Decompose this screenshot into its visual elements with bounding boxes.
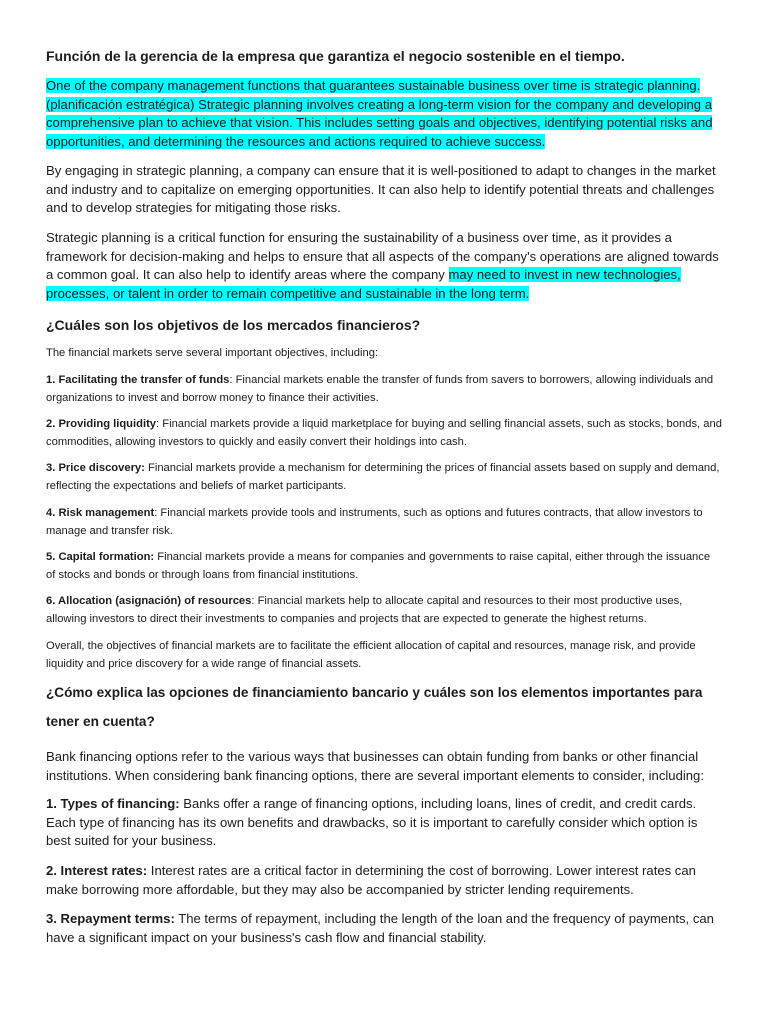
list-item-label: 3. Price discovery:	[46, 462, 145, 474]
list-item-text: The terms of repayment, including the length of the loan and the frequency of payments, can have a significant impact on your business's cash flow and financial stability.	[46, 911, 714, 945]
list-item	[46, 795, 722, 851]
list-item-text: Financial markets provide a mechanism for determining the prices of financial assets based on supply and demand, reflecting the expectations and beliefs of market participants.	[46, 462, 720, 492]
list-item-label: 5. Capital formation:	[46, 551, 155, 563]
section1-paragraph-2: By engaging in strategic planning, a company can ensure that it is well-positioned to adapt to changes in the market and industry and to capitalize on emerging opportunities. It can also help to identify potential threats and challenges and to develop strategies for mitigating those risks.	[46, 163, 716, 215]
list-item	[46, 372, 722, 407]
list-item-label: 1. Types of financing:	[46, 796, 180, 811]
list-item-text: Interest rates are a critical factor in determining the cost of borrowing. Lower interest rates can make borrowing more affordable, but they may also be accompanied by stricter lending requirements.	[46, 863, 696, 897]
list-item-text: : Financial markets help to allocate capital and resources to their most productive uses, allowing investors to direct their investments to companies and projects that are expected to generate the highest returns.	[46, 595, 683, 625]
list-item-text: : Financial markets enable the transfer of funds from savers to borrowers, allowing individuals and organizations to invest and borrow money to finance their activities.	[46, 374, 714, 404]
section2-summary: Overall, the objectives of financial markets are to facilitate the efficient allocation of capital and resources, manage risk, and provide liquidity and price discovery for a wide range of financial assets.	[46, 640, 696, 670]
section3-heading: ¿Cómo explica las opciones de financiamiento bancario y cuáles son los elementos importantes para tener en cuenta?	[46, 685, 703, 729]
list-item-label: 2. Providing liquidity	[46, 418, 157, 430]
list-item	[46, 593, 722, 628]
list-item-label: 4. Risk management	[46, 507, 155, 519]
list-item	[46, 910, 722, 947]
highlighted-text: may need to invest in new technologies, processes, or talent in order to remain competitive and sustainable in the long term.	[46, 267, 681, 301]
paragraph-text: Strategic planning is a critical function for ensuring the sustainability of a business over time, as it provides a framework for decision-making and helps to ensure that all aspects of the company's operations are aligned towards a common goal. It can also help to identify areas where the company	[46, 230, 719, 282]
section1-heading: Función de la gerencia de la empresa que garantiza el negocio sostenible en el tiempo.	[46, 48, 625, 64]
list-item-label: 2. Interest rates:	[46, 863, 148, 878]
list-item-label: 3. Repayment terms:	[46, 911, 175, 926]
section1-paragraph-3	[46, 229, 722, 303]
list-item-label: 1. Facilitating the transfer of funds	[46, 374, 230, 386]
list-item-text: : Financial markets provide tools and instruments, such as options and futures contracts, that allow investors to manage and transfer risk.	[46, 507, 703, 537]
section2-intro: The financial markets serve several important objectives, including:	[46, 347, 379, 359]
list-item-text: Financial markets provide a means for companies and governments to raise capital, either through the issuance of stocks and bonds or through loans from financial institutions.	[46, 551, 711, 581]
section3-intro: Bank financing options refer to the various ways that businesses can obtain funding from banks or other financial institutions. When considering bank financing options, there are several important elements to consider, including:	[46, 749, 704, 783]
highlighted-text: One of the company management functions that guarantees sustainable business over time is strategic planning. (planificación estratégica) Strategic planning involves creating a long-term vision for the company and developing a comprehensive plan to achieve that vision. This includes setting goals and objectives, identifying potential risks and opportunities, and determining the resources and actions required to achieve success.	[46, 78, 713, 149]
section1-paragraph-1	[46, 77, 722, 151]
list-item-label: 6. Allocation (asignación) of resources	[46, 595, 252, 607]
list-item	[46, 460, 722, 495]
list-item-text: Banks offer a range of financing options, including loans, lines of credit, and credit cards. Each type of financing has its own benefits and drawbacks, so it is important to carefully consider which option is best suited for your business.	[46, 796, 698, 848]
list-item	[46, 862, 722, 899]
list-item-text: : Financial markets provide a liquid marketplace for buying and selling financial assets, such as stocks, bonds, and commodities, allowing investors to quickly and easily convert their holdings into cash.	[46, 418, 722, 448]
list-item	[46, 549, 722, 584]
section2-heading: ¿Cuáles son los objetivos de los mercados financieros?	[46, 317, 421, 333]
list-item	[46, 505, 722, 540]
list-item	[46, 416, 722, 451]
